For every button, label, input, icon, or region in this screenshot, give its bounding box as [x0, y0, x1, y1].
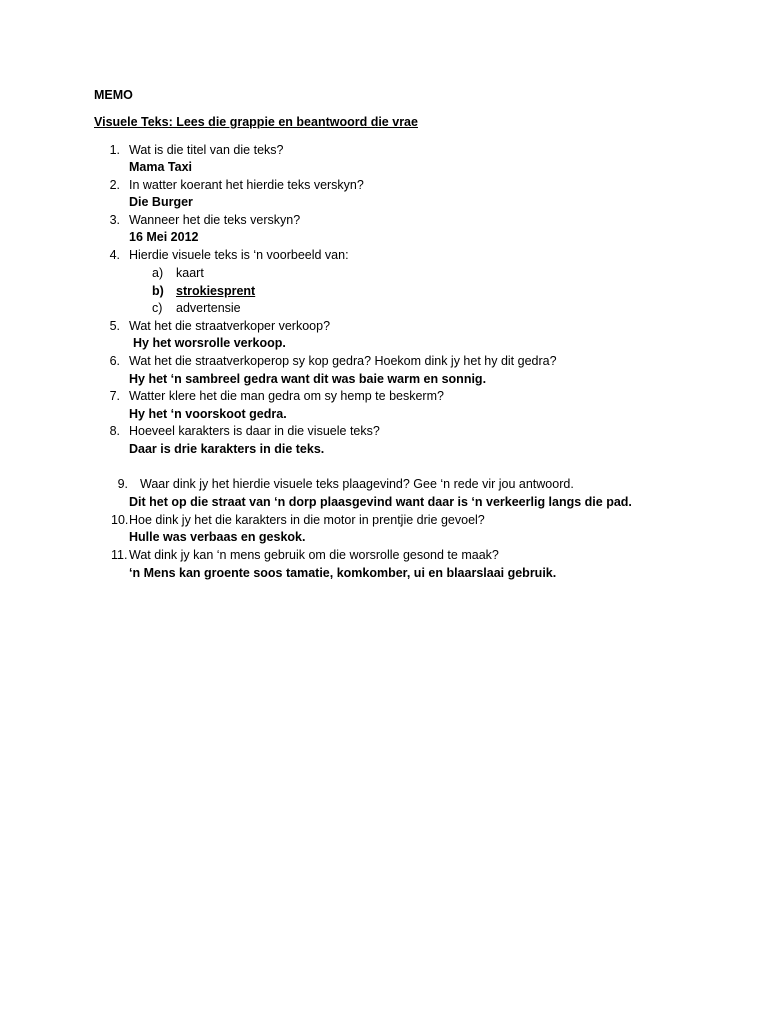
question-number: 2. — [109, 178, 120, 192]
question-number: 11. — [111, 548, 128, 562]
answer-text: Hy het ‘n sambreel gedra want dit was baie warm en sonnig. — [129, 372, 487, 386]
option-letter: c) — [152, 301, 163, 315]
answer-text: Die Burger — [129, 195, 193, 209]
answer-text: Hy het worsrolle verkoop. — [133, 336, 286, 350]
question-number: 9. — [117, 477, 128, 491]
answer-text: ‘n Mens kan groente soos tamatie, komkomber, ui en blaarslaai gebruik. — [129, 566, 557, 580]
option-text-selected: strokiesprent — [176, 284, 256, 298]
section-heading: Visuele Teks: Lees die grappie en beantwoord die vrae — [94, 115, 418, 129]
question-number: 8. — [109, 424, 120, 438]
answer-text: Daar is drie karakters in die teks. — [129, 442, 325, 456]
question-text: Wat is die titel van die teks? — [129, 143, 284, 157]
option-letter-selected: b) — [152, 284, 164, 298]
question-number: 1. — [109, 143, 120, 157]
question-text: Wanneer het die teks verskyn? — [129, 213, 301, 227]
question-number: 7. — [109, 389, 120, 403]
question-text: Wat het die straatverkoperop sy kop gedra? Hoekom dink jy het hy dit gedra? — [129, 354, 557, 368]
question-text: Hoeveel karakters is daar in die visuele teks? — [129, 424, 380, 438]
answer-text: Hulle was verbaas en geskok. — [129, 530, 306, 544]
question-text: Wat dink jy kan ‘n mens gebruik om die worsrolle gesond te maak? — [129, 548, 499, 562]
question-number: 6. — [109, 354, 120, 368]
answer-text: 16 Mei 2012 — [129, 230, 199, 244]
question-text: Watter klere het die man gedra om sy hemp te beskerm? — [129, 389, 444, 403]
question-number: 4. — [109, 248, 120, 262]
question-number: 10. — [111, 513, 129, 527]
question-number: 3. — [109, 213, 120, 227]
memo-title: MEMO — [94, 88, 133, 102]
question-text: Hierdie visuele teks is ‘n voorbeeld van: — [129, 248, 349, 262]
answer-text: Hy het ‘n voorskoot gedra. — [129, 407, 287, 421]
question-text: In watter koerant het hierdie teks verskyn? — [129, 178, 364, 192]
question-number: 5. — [109, 319, 120, 333]
option-letter: a) — [152, 266, 164, 280]
question-text: Waar dink jy het hierdie visuele teks plaagevind? Gee ‘n rede vir jou antwoord. — [140, 477, 574, 491]
option-text: kaart — [176, 266, 204, 280]
answer-text: Dit het op die straat van ‘n dorp plaasgevind want daar is ‘n verkeerlig langs die pad. — [129, 495, 632, 509]
question-text: Wat het die straatverkoper verkoop? — [129, 319, 331, 333]
question-text: Hoe dink jy het die karakters in die motor in prentjie drie gevoel? — [129, 513, 485, 527]
option-text: advertensie — [176, 301, 241, 315]
answer-text: Mama Taxi — [129, 160, 192, 174]
